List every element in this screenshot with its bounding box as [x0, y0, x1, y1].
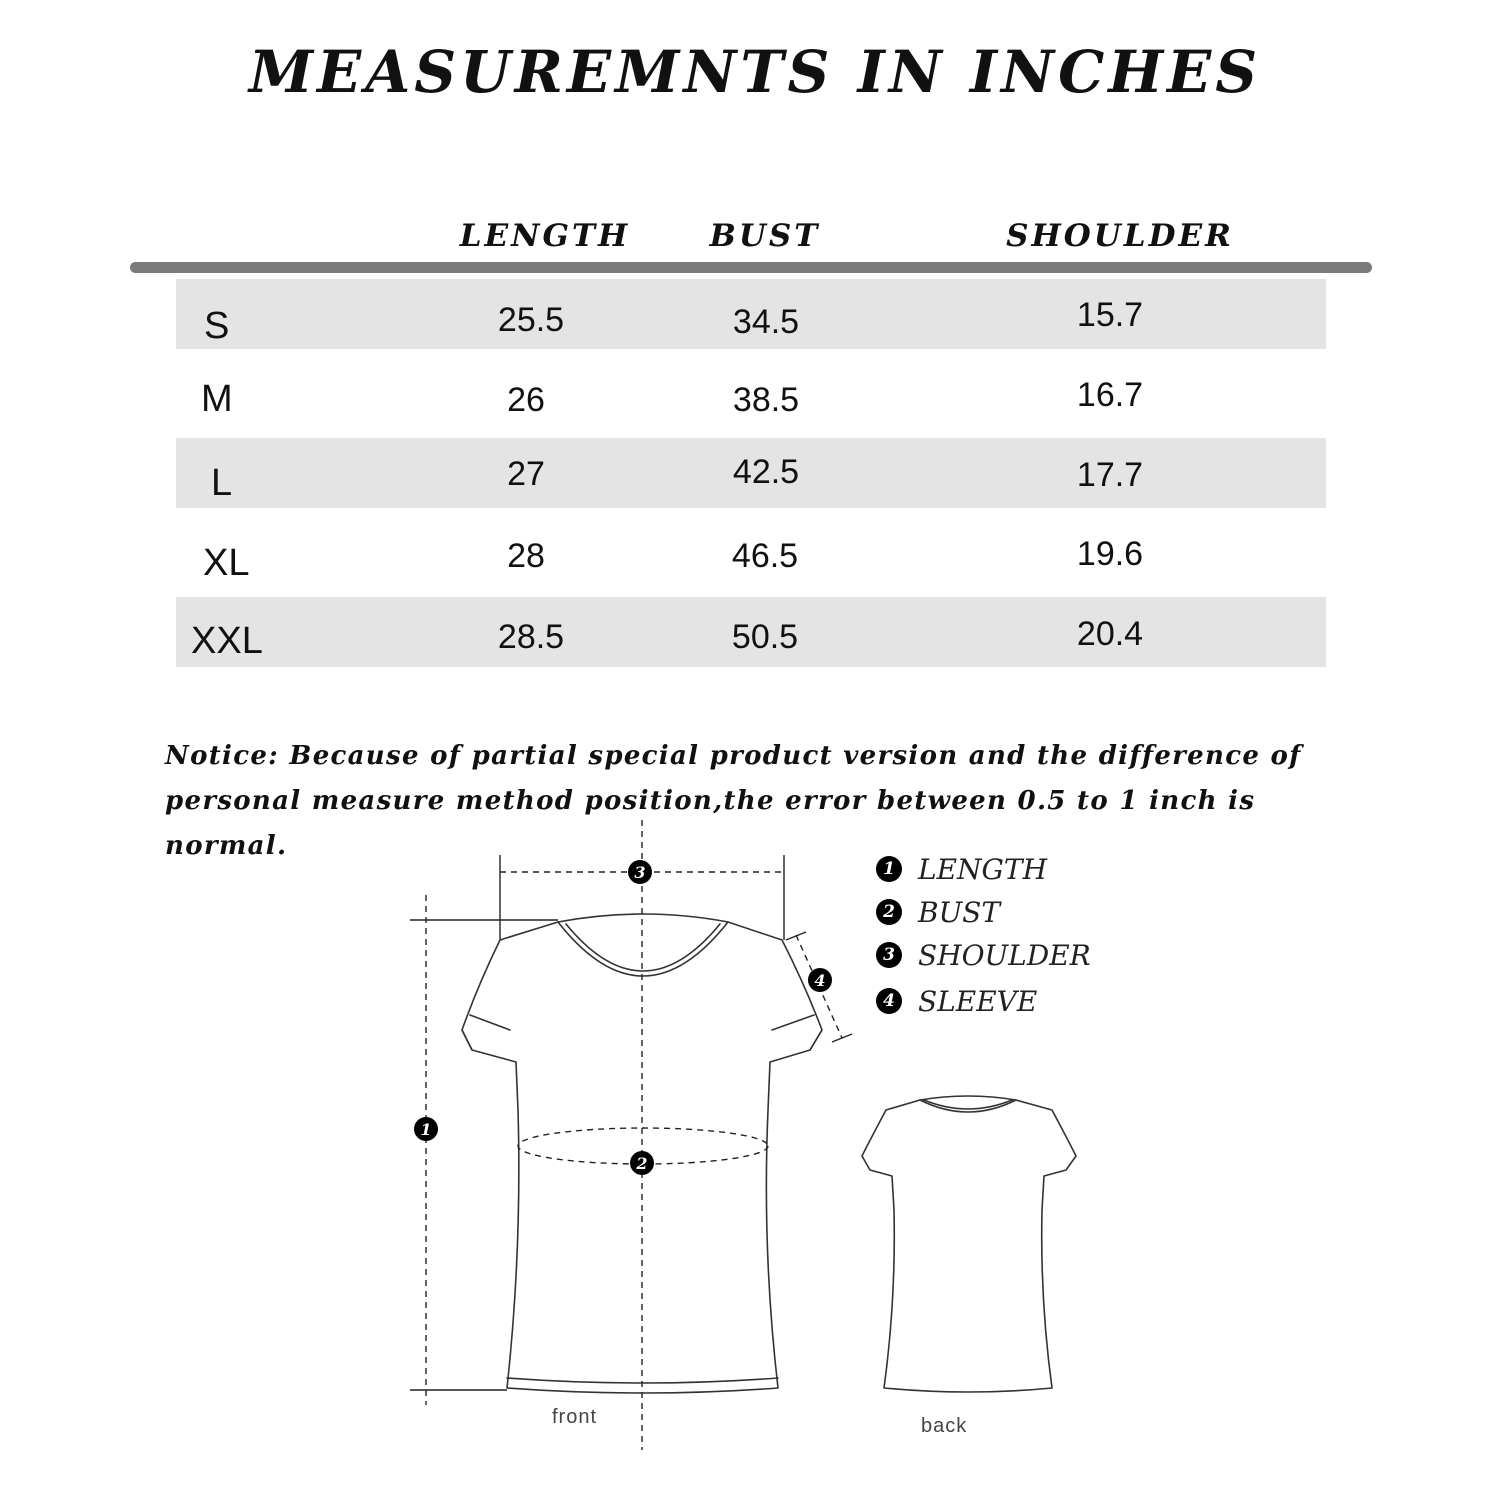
- legend-number: 3: [876, 942, 902, 968]
- shoulder-cell: 15.7: [1076, 296, 1144, 334]
- legend-label: BUST: [918, 895, 1001, 929]
- size-cell: L: [211, 462, 233, 504]
- legend-item-length: [876, 853, 1047, 885]
- legend-item-sleeve: [876, 985, 1037, 1017]
- bust-cell: 50.5: [731, 618, 799, 656]
- sleeve-top-tick: [786, 932, 806, 940]
- column-header-bust: BUST: [709, 218, 821, 254]
- marker-length: [414, 1117, 438, 1141]
- marker-length-num: 1: [420, 1120, 432, 1139]
- back-shirt-outline: [862, 1096, 1076, 1392]
- bust-cell: 42.5: [732, 453, 800, 491]
- notice-line-1: Notice: Because of partial special product version and the difference of: [165, 741, 1302, 771]
- bust-cell: 46.5: [731, 537, 799, 575]
- legend-label: SLEEVE: [918, 984, 1038, 1018]
- legend-item-shoulder: [876, 939, 1091, 971]
- marker-sleeve-num: 4: [814, 971, 826, 990]
- length-cell: 26: [507, 381, 545, 419]
- legend-number: 4: [876, 988, 902, 1014]
- column-header-shoulder: SHOULDER: [1006, 218, 1234, 254]
- front-caption: front: [552, 1406, 598, 1428]
- size-cell: XL: [203, 542, 250, 584]
- marker-shoulder-num: 3: [634, 863, 646, 882]
- length-cell: 25.5: [497, 301, 565, 339]
- size-cell: XXL: [191, 620, 263, 662]
- shoulder-cell: 19.6: [1076, 535, 1144, 573]
- notice-line-2: personal measure method position,the error between 0.5 to 1 inch is normal.: [165, 786, 1256, 861]
- marker-shoulder: [628, 860, 652, 884]
- legend-label: SHOULDER: [918, 938, 1091, 972]
- shoulder-cell: 20.4: [1076, 615, 1144, 653]
- legend-item-bust: [876, 896, 1000, 928]
- length-cell: 27: [507, 455, 545, 493]
- bust-cell: 38.5: [732, 381, 800, 419]
- page-title: MEASUREMNTS IN INCHES: [248, 38, 1262, 106]
- legend-label: LENGTH: [918, 852, 1047, 886]
- size-cell: S: [204, 305, 230, 347]
- legend-number: 1: [876, 856, 902, 882]
- marker-bust-num: 2: [636, 1154, 648, 1173]
- sleeve-bottom-tick: [832, 1034, 852, 1042]
- marker-sleeve: [808, 968, 832, 992]
- marker-bust: [630, 1151, 654, 1175]
- size-cell: M: [201, 378, 233, 420]
- column-header-length: LENGTH: [459, 218, 631, 254]
- length-cell: 28.5: [497, 618, 565, 656]
- shoulder-cell: 16.7: [1076, 376, 1144, 414]
- shoulder-cell: 17.7: [1076, 456, 1144, 494]
- legend-number: 2: [876, 899, 902, 925]
- length-cell: 28: [507, 537, 545, 575]
- back-caption: back: [921, 1415, 968, 1437]
- bust-cell: 34.5: [732, 303, 800, 341]
